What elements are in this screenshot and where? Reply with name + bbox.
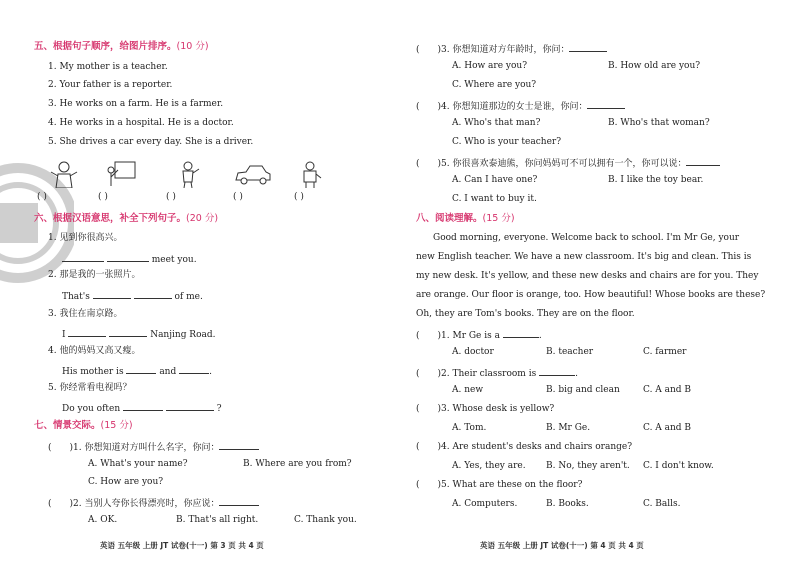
- answer-paren-1[interactable]: ( ): [37, 192, 47, 202]
- r4-option-a[interactable]: A. Yes, they are.: [452, 461, 526, 471]
- sec5-item-1: 1. My mother is a teacher.: [48, 62, 168, 72]
- sec6-q2: 2. 那是我的一张照片。: [48, 270, 141, 280]
- q3-option-c[interactable]: C. Where are you?: [452, 80, 537, 90]
- r2: ( )2. Their classroom is .: [416, 366, 578, 380]
- r4-option-b[interactable]: B. No, they aren't.: [546, 461, 630, 471]
- sec6-a3: I Nanjing Road.: [62, 327, 216, 341]
- sec6-q5: 5. 你经常看电视吗？: [48, 383, 132, 393]
- sec6-a4: His mother is and .: [62, 364, 212, 378]
- sec7-q1: ( )1. 你想知道对方叫什么名字，你问：: [48, 440, 259, 454]
- sec6-a1: meet you.: [62, 252, 197, 266]
- answer-paren-2[interactable]: ( ): [98, 192, 108, 202]
- q4-option-c[interactable]: C. Who is your teacher?: [452, 137, 562, 147]
- answer-paren-4[interactable]: ( ): [233, 192, 243, 202]
- sec6-q4: 4. 他的妈妈又高又瘦。: [48, 346, 141, 356]
- sec6-a5: Do you often ?: [62, 401, 222, 415]
- q5-option-c[interactable]: C. I want to buy it.: [452, 194, 537, 204]
- r2-option-a[interactable]: A. new: [452, 385, 484, 395]
- blank[interactable]: [219, 440, 259, 450]
- r4-option-c[interactable]: C. I don't know.: [643, 461, 714, 471]
- doctor-picture: [294, 160, 326, 188]
- r3-option-c[interactable]: C. A and B: [643, 423, 692, 433]
- q4: ( )4. 你想知道那边的女士是谁，你问：: [416, 99, 625, 113]
- blank[interactable]: [107, 252, 149, 262]
- sec5-item-2: 2. Your father is a reporter.: [48, 80, 173, 90]
- sec5-item-3: 3. He works on a farm. He is a farmer.: [48, 99, 224, 109]
- q3: ( )3. 你想知道对方年龄时，你问：: [416, 42, 607, 56]
- sec7-q2: ( )2. 当别人夸你长得漂亮时，你应说：: [48, 496, 259, 510]
- r1-option-b[interactable]: B. teacher: [546, 347, 594, 357]
- sec5-item-5: 5. She drives a car every day. She is a driver.: [48, 137, 254, 147]
- q5-option-a[interactable]: A. Can I have one?: [452, 175, 538, 185]
- r2-option-b[interactable]: B. big and clean: [546, 385, 620, 395]
- sec6-q1: 1. 见到你很高兴。: [48, 233, 123, 243]
- blank[interactable]: [539, 366, 575, 376]
- r1-option-a[interactable]: A. doctor: [452, 347, 494, 357]
- passage-line-3: my new desk. It's yellow, and these new desks and chairs are for you. They: [416, 271, 759, 281]
- blank[interactable]: [587, 99, 625, 109]
- r5-option-c[interactable]: C. Balls.: [643, 499, 681, 509]
- car-picture: [234, 160, 272, 188]
- page-footer-left: 英语 五年级 上册 JT 试卷(十一) 第 3 页 共 4 页: [100, 541, 264, 550]
- r5-option-a[interactable]: A. Computers.: [452, 499, 518, 509]
- teacher-picture: [105, 160, 137, 188]
- q4-option-b[interactable]: B. Who's that woman?: [608, 118, 710, 128]
- blank[interactable]: [219, 496, 259, 506]
- blank[interactable]: [686, 156, 720, 166]
- sec6-a2: That's of me.: [62, 289, 203, 303]
- passage-line-1: Good morning, everyone. Welcome back to school. I'm Mr Ge, your: [433, 233, 740, 243]
- sec7-q1-option-c[interactable]: C. How are you?: [88, 477, 164, 487]
- r1-option-c[interactable]: C. farmer: [643, 347, 687, 357]
- blank[interactable]: [109, 327, 147, 337]
- r5: ( )5. What are these on the floor?: [416, 480, 583, 490]
- passage-line-4: are orange. Our floor is orange, too. How beautiful! Whose books are these?: [416, 290, 766, 300]
- section-5-title: 五、根据句子顺序，给图片排序。(10 分): [34, 41, 209, 52]
- sec7-q2-option-a[interactable]: A. OK.: [88, 515, 118, 525]
- r3: ( )3. Whose desk is yellow?: [416, 404, 555, 414]
- passage-line-5: Oh, they are Tom's books. They are on the floor.: [416, 309, 635, 319]
- sec7-q2-option-b[interactable]: B. That's all right.: [176, 515, 259, 525]
- q5-option-b[interactable]: B. I like the toy bear.: [608, 175, 704, 185]
- sec6-q3: 3. 我住在南京路。: [48, 309, 123, 319]
- q4-option-a[interactable]: A. Who's that man?: [452, 118, 541, 128]
- passage-line-2: new English teacher. We have a new classroom. It's big and clean. This is: [416, 252, 752, 262]
- q3-option-b[interactable]: B. How old are you?: [608, 61, 701, 71]
- r4: ( )4. Are student's desks and chairs orange?: [416, 442, 633, 452]
- blank[interactable]: [569, 42, 607, 52]
- sec7-q1-option-a[interactable]: A. What's your name?: [88, 459, 188, 469]
- page-footer-right: 英语 五年级 上册 JT 试卷(十一) 第 4 页 共 4 页: [480, 541, 644, 550]
- answer-paren-5[interactable]: ( ): [294, 192, 304, 202]
- sec7-q2-option-c[interactable]: C. Thank you.: [294, 515, 357, 525]
- blank[interactable]: [503, 328, 539, 338]
- r3-option-a[interactable]: A. Tom.: [452, 423, 487, 433]
- right-page: [400, 0, 800, 567]
- sec5-item-4: 4. He works in a hospital. He is a doctor.: [48, 118, 234, 128]
- blank[interactable]: [126, 364, 156, 374]
- reporter-picture: [172, 160, 204, 188]
- blank[interactable]: [123, 401, 163, 411]
- blank[interactable]: [134, 289, 172, 299]
- blank[interactable]: [68, 327, 106, 337]
- r5-option-b[interactable]: B. Books.: [546, 499, 589, 509]
- blank[interactable]: [93, 289, 131, 299]
- section-8-title: 八、阅读理解。(15 分): [416, 213, 515, 224]
- r2-option-c[interactable]: C. A and B: [643, 385, 692, 395]
- section-6-title: 六、根据汉语意思，补全下列句子。(20 分): [34, 213, 219, 224]
- q5: ( )5. 你很喜欢泰迪熊，你问妈妈可不可以拥有一个，你可以说：: [416, 156, 720, 170]
- sec7-q1-option-b[interactable]: B. Where are you from?: [243, 459, 352, 469]
- blank[interactable]: [179, 364, 209, 374]
- farmer-picture: [48, 160, 80, 188]
- q3-option-a[interactable]: A. How are you?: [452, 61, 528, 71]
- blank[interactable]: [62, 252, 104, 262]
- answer-paren-3[interactable]: ( ): [166, 192, 176, 202]
- section-7-title: 七、情景交际。(15 分): [34, 420, 133, 431]
- blank[interactable]: [166, 401, 214, 411]
- r1: ( )1. Mr Ge is a .: [416, 328, 542, 342]
- r3-option-b[interactable]: B. Mr Ge.: [546, 423, 591, 433]
